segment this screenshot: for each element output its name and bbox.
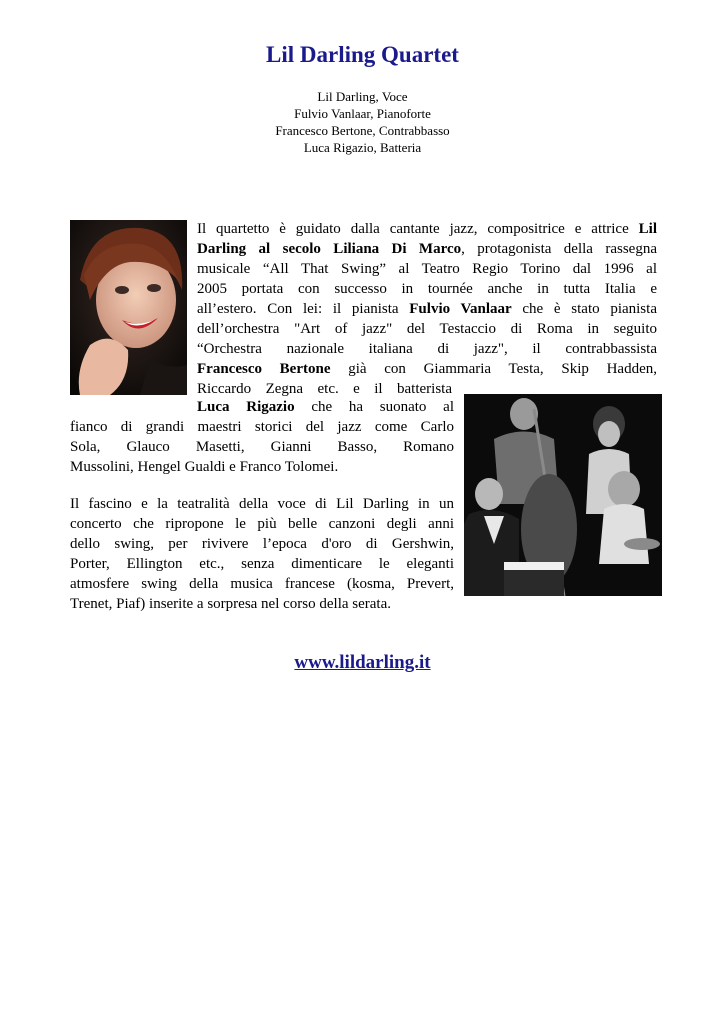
page-title: Lil Darling Quartet: [266, 42, 459, 67]
text-line-wrap: [197, 379, 452, 399]
member-line: Luca Rigazio, Batteria: [303, 140, 422, 155]
text-run: Riccardo Zegna etc. e il batterista: [197, 381, 452, 397]
bold-text-run: Francesco Bertone: [197, 361, 331, 377]
text-line: Porter, Ellington etc., senza dimenticare le eleganti: [70, 556, 454, 572]
text-run: che è stato pianista: [511, 301, 657, 317]
bold-text-run: Fulvio Vanlaar: [409, 301, 512, 317]
intro-paragraph-top: [197, 219, 657, 399]
text-run: , protagonista della rassegna: [461, 241, 657, 257]
text-line: [70, 397, 454, 417]
bold-text-run: Luca Rigazio: [197, 399, 295, 415]
text-line: dell’orchestra "Art of jazz" del Testaccio di Roma in seguito: [197, 321, 657, 337]
website-link[interactable]: www.lildarling.it: [294, 652, 431, 673]
text-run: Il quartetto è guidato dalla cantante jazz, compositrice e attrice: [197, 221, 639, 237]
text-line: “Orchestra nazionale italiana di jazz", il contrabbassista: [197, 341, 657, 357]
singer-portrait-photo: [70, 220, 187, 395]
bold-text-run: Lil: [638, 221, 657, 237]
text-run: all’estero. Con lei: il pianista: [197, 301, 410, 317]
text-line: musicale “All That Swing” al Teatro Regio Torino dal 1996 al: [197, 261, 657, 277]
member-line: Francesco Bertone, Contrabbasso: [275, 123, 450, 138]
text-line: fianco di grandi maestri storici del jazz come Carlo: [70, 419, 454, 435]
text-line: Il fascino e la teatralità della voce di Lil Darling in un: [70, 496, 454, 512]
text-line: dello swing, per rivivere l’epoca d'oro di Gershwin,: [70, 536, 454, 552]
bold-text-run: Darling al secolo Liliana Di Marco: [197, 241, 462, 257]
member-line: Lil Darling, Voce: [317, 89, 408, 104]
text-run: che ha suonato al: [294, 399, 454, 415]
text-line: 2005 portata con successo in tournée anche in tutta Italia e: [197, 281, 657, 297]
text-line: concerto che ripropone le più belle canzoni degli anni: [70, 516, 454, 532]
text-line: Sola, Glauco Masetti, Gianni Basso, Romano: [70, 439, 454, 455]
member-line: Fulvio Vanlaar, Pianoforte: [294, 106, 431, 121]
text-line: Mussolini, Hengel Gualdi e Franco Tolomei.: [70, 459, 339, 475]
second-paragraph: [70, 494, 454, 614]
text-run: già con Giammaria Testa, Skip Hadden,: [330, 361, 657, 377]
intro-paragraph-bottom: [70, 397, 454, 477]
band-photo: [464, 394, 662, 596]
members-list: [0, 88, 725, 156]
text-line: atmosfere swing della musica francese (kosma, Prevert,: [70, 576, 454, 592]
text-line: Trenet, Piaf) inserite a sorpresa nel corso della serata.: [70, 596, 391, 612]
